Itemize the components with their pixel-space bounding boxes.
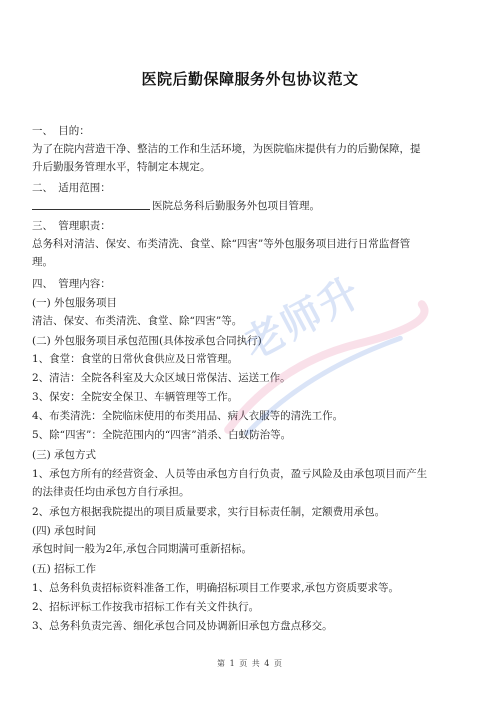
- list-item: 2、招标评标工作按我市招标工作有关文件执行。: [32, 601, 260, 613]
- subsection-heading: (一) 外包服务项目: [32, 297, 118, 309]
- paragraph-line-with-blank: [32, 199, 472, 213]
- list-item: 1、承包方所有的经营资金、人员等由承包方自行负责，盈亏风险及由承包项目而产生: [32, 468, 428, 480]
- subsection-heading: (二) 外包服务项目承包范围(具体按承包合同执行): [32, 335, 262, 347]
- paragraph-line: 总务科对清洁、保安、布类清洗、食堂、除“四害”等外包服务项目进行日常监督管: [32, 238, 411, 250]
- paragraph-line: 清洁、保安、布类清洗、食堂、除“四害”等。: [32, 315, 243, 327]
- section-heading-scope: 二、 适用范围：: [32, 182, 111, 194]
- paragraph-line: 升后勤服务管理水平，特制定本规定。: [32, 161, 211, 173]
- paragraph-line: 理。: [32, 256, 53, 268]
- subsection-heading: (四) 承包时间: [32, 525, 97, 537]
- list-item: 5、除“四害”：全院范围内的“四害”消杀、白蚁防治等。: [32, 429, 292, 441]
- list-item-continuation: 的法律责任均由承包方自行承担。: [32, 486, 190, 498]
- list-item: 1、总务科负责招标资料准备工作，明确招标项目工作要求,承包方资质要求等。: [32, 582, 400, 594]
- page-number-footer: 第 1 页 共 4 页: [217, 659, 283, 668]
- section-heading-purpose: 一、 目的：: [32, 125, 90, 137]
- paragraph-line: 为了在院内营造干净、整洁的工作和生活环境，为医院临床提供有力的后勤保障，提: [32, 143, 421, 155]
- paragraph-line: 承包时间一般为2年,承包合同期满可重新招标。: [32, 543, 253, 555]
- list-item: 2、承包方根据我院提出的项目质量要求，实行目标责任制，定额费用承包。: [32, 506, 386, 518]
- list-item: 3、保安：全院安全保卫、车辆管理等工作。: [32, 391, 239, 403]
- list-item: 2、清洁：全院各科室及大众区域日常保洁、运送工作。: [32, 372, 291, 384]
- subsection-heading: (三) 承包方式: [32, 449, 97, 461]
- section-heading-duties: 三、 管理职责：: [32, 220, 111, 232]
- fill-in-blank: [32, 199, 150, 210]
- document-title: 医院后勤保障服务外包协议范文: [141, 70, 359, 88]
- list-item: 3、总务科负责完善、细化承包合同及协调新旧承包方盘点移交。: [32, 620, 333, 632]
- watermark-text: 老师升: [236, 268, 370, 369]
- subsection-heading: (五) 招标工作: [32, 563, 97, 575]
- scope-text: 医院总务科后勤服务外包项目管理。: [152, 200, 320, 212]
- list-item: 4、布类清洗：全院临床使用的布类用品、病人衣服等的清洗工作。: [32, 410, 344, 422]
- list-item: 1、食堂：食堂的日常伙食供应及日常管理。: [32, 353, 239, 365]
- section-heading-content: 四、 管理内容：: [32, 278, 111, 290]
